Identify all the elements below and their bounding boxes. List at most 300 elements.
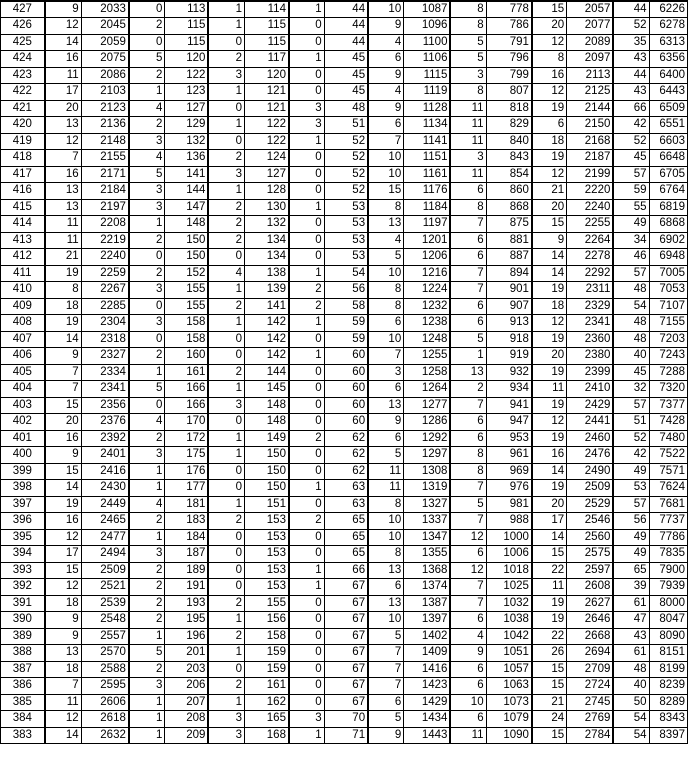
table-cell: 15 [532,1,567,18]
table-cell: 20 [45,414,82,431]
table-cell: 21 [532,694,567,711]
table-cell: 45 [324,67,368,84]
table-cell: 1 [208,381,244,398]
table-cell: 1134 [404,117,451,134]
table-row [1,711,688,728]
table-cell: 8 [450,1,486,18]
table-cell: 4 [450,628,486,645]
table-row [1,84,688,101]
table-row [1,348,688,365]
table-cell: 191 [165,579,209,596]
table-cell: 2285 [81,298,129,315]
table-cell: 2546 [567,513,614,530]
table-cell: 10 [368,150,404,167]
table-row [1,562,688,579]
table-cell: 11 [450,133,486,150]
table-cell: 117 [245,51,289,68]
table-cell: 4 [368,232,404,249]
table-cell: 6313 [649,34,688,51]
table-cell: 54 [613,711,649,728]
table-cell: 161 [245,678,289,695]
table-cell: 2597 [567,562,614,579]
table-cell: 168 [245,727,289,744]
table-cell: 0 [289,546,324,563]
table-row [1,678,688,695]
table-cell: 2077 [567,18,614,35]
table-cell: 6 [450,661,486,678]
table-cell: 19 [532,331,567,348]
table-cell: 10 [368,529,404,546]
table-cell: 32 [613,381,649,398]
table-cell: 18 [532,298,567,315]
table-cell: 22 [532,628,567,645]
table-cell: 12 [450,562,486,579]
table-cell: 62 [324,447,368,464]
table-cell: 12 [45,579,82,596]
table-cell: 0 [289,678,324,695]
table-cell: 155 [165,298,209,315]
table-cell: 1 [208,84,244,101]
table-cell: 52 [324,183,368,200]
table-cell: 2709 [567,661,614,678]
table-cell: 5 [129,51,165,68]
row-id-cell: 392 [1,579,45,596]
table-cell: 6509 [649,100,688,117]
table-cell: 0 [289,249,324,266]
table-cell: 127 [245,166,289,183]
table-cell: 7 [368,133,404,150]
table-cell: 1 [208,645,244,662]
table-cell: 153 [245,579,289,596]
table-row [1,133,688,150]
table-cell: 2 [129,595,165,612]
row-id-cell: 411 [1,265,45,282]
table-cell: 65 [324,546,368,563]
row-id-cell: 426 [1,18,45,35]
table-cell: 0 [289,447,324,464]
table-cell: 7 [450,216,486,233]
table-cell: 4 [368,34,404,51]
table-cell: 2 [208,150,244,167]
table-cell: 175 [165,447,209,464]
table-cell: 1286 [404,414,451,431]
table-cell: 7480 [649,430,688,447]
table-cell: 42 [613,117,649,134]
table-cell: 60 [324,364,368,381]
table-cell: 6 [450,546,486,563]
table-cell: 6 [450,430,486,447]
table-cell: 19 [45,315,82,332]
table-cell: 43 [613,51,649,68]
table-cell: 22 [532,562,567,579]
table-cell: 6 [450,232,486,249]
table-cell: 14 [45,727,82,744]
table-cell: 1 [289,133,324,150]
table-cell: 203 [165,661,209,678]
table-cell: 976 [486,480,532,497]
table-cell: 7377 [649,397,688,414]
table-cell: 158 [165,315,209,332]
table-cell: 4 [129,150,165,167]
table-cell: 141 [245,298,289,315]
table-cell: 5 [129,166,165,183]
table-cell: 1402 [404,628,451,645]
table-cell: 2334 [81,364,129,381]
table-cell: 0 [129,331,165,348]
table-cell: 1297 [404,447,451,464]
table-cell: 2416 [81,463,129,480]
table-row [1,628,688,645]
table-cell: 20 [532,199,567,216]
table-cell: 1106 [404,51,451,68]
table-cell: 129 [165,117,209,134]
table-cell: 7 [450,480,486,497]
table-cell: 2 [208,513,244,530]
table-cell: 3 [208,711,244,728]
table-cell: 2570 [81,645,129,662]
table-cell: 947 [486,414,532,431]
table-cell: 48 [613,331,649,348]
table-cell: 57 [613,496,649,513]
table-cell: 145 [245,381,289,398]
table-cell: 6648 [649,150,688,167]
table-cell: 0 [289,529,324,546]
row-id-cell: 410 [1,282,45,299]
table-cell: 2 [208,364,244,381]
table-cell: 65 [613,562,649,579]
table-cell: 62 [324,463,368,480]
table-cell: 152 [165,265,209,282]
table-row [1,595,688,612]
table-cell: 45 [613,364,649,381]
table-cell: 128 [245,183,289,200]
table-cell: 14 [532,529,567,546]
table-cell: 2155 [81,150,129,167]
table-cell: 115 [245,34,289,51]
table-cell: 0 [208,414,244,431]
table-cell: 2278 [567,249,614,266]
table-cell: 2 [129,513,165,530]
table-cell: 2184 [81,183,129,200]
table-cell: 14 [532,265,567,282]
table-row [1,513,688,530]
row-id-cell: 425 [1,34,45,51]
table-cell: 2588 [81,661,129,678]
table-cell: 44 [324,1,368,18]
table-row [1,727,688,744]
table-cell: 2 [289,298,324,315]
table-cell: 6 [368,117,404,134]
table-cell: 20 [45,100,82,117]
table-cell: 2199 [567,166,614,183]
table-cell: 2240 [81,249,129,266]
table-cell: 6 [532,117,567,134]
table-cell: 2429 [567,397,614,414]
table-cell: 7 [45,381,82,398]
table-cell: 1 [289,199,324,216]
table-cell: 5 [450,331,486,348]
table-cell: 1337 [404,513,451,530]
table-cell: 8 [368,546,404,563]
table-cell: 6 [450,678,486,695]
table-cell: 2606 [81,694,129,711]
table-cell: 45 [613,150,649,167]
table-cell: 166 [165,381,209,398]
table-cell: 50 [613,694,649,711]
table-cell: 57 [613,166,649,183]
table-cell: 142 [245,331,289,348]
table-cell: 2 [208,51,244,68]
table-row [1,100,688,117]
table-cell: 42 [613,447,649,464]
table-row [1,612,688,629]
table-cell: 8090 [649,628,688,645]
table-cell: 8000 [649,595,688,612]
table-cell: 2 [208,595,244,612]
table-cell: 6226 [649,1,688,18]
table-cell: 1100 [404,34,451,51]
table-cell: 0 [289,628,324,645]
table-cell: 10 [450,694,486,711]
table-cell: 56 [613,513,649,530]
table-cell: 8 [368,282,404,299]
table-cell: 1255 [404,348,451,365]
row-id-cell: 408 [1,315,45,332]
table-cell: 1 [208,1,244,18]
table-cell: 5 [368,249,404,266]
table-cell: 158 [245,628,289,645]
table-cell: 148 [245,397,289,414]
table-cell: 0 [289,661,324,678]
table-cell: 981 [486,496,532,513]
table-cell: 2086 [81,67,129,84]
table-cell: 1416 [404,661,451,678]
table-cell: 60 [324,414,368,431]
table-cell: 15 [45,397,82,414]
table-cell: 0 [289,381,324,398]
row-id-cell: 383 [1,727,45,744]
table-cell: 9 [450,645,486,662]
table-cell: 66 [613,100,649,117]
table-cell: 12 [532,166,567,183]
table-cell: 24 [532,711,567,728]
table-cell: 1206 [404,249,451,266]
table-row [1,546,688,563]
table-cell: 16 [532,447,567,464]
table-cell: 2449 [81,496,129,513]
table-cell: 0 [208,249,244,266]
table-cell: 2187 [567,150,614,167]
table-cell: 2197 [81,199,129,216]
row-id-cell: 399 [1,463,45,480]
table-cell: 6278 [649,18,688,35]
table-cell: 3 [129,199,165,216]
table-cell: 44 [613,1,649,18]
table-cell: 2 [129,117,165,134]
table-cell: 8343 [649,711,688,728]
table-cell: 11 [450,166,486,183]
table-cell: 9 [532,232,567,249]
table-cell: 67 [324,612,368,629]
table-cell: 7522 [649,447,688,464]
table-cell: 19 [532,612,567,629]
table-cell: 8 [368,199,404,216]
table-cell: 1434 [404,711,451,728]
table-cell: 2103 [81,84,129,101]
table-cell: 67 [324,678,368,695]
table-cell: 159 [245,645,289,662]
table-cell: 3 [208,166,244,183]
table-cell: 1090 [486,727,532,744]
table-cell: 35 [613,34,649,51]
table-cell: 1258 [404,364,451,381]
table-cell: 15 [532,661,567,678]
table-cell: 127 [165,100,209,117]
table-cell: 1 [208,612,244,629]
table-cell: 6 [450,298,486,315]
table-cell: 2 [208,199,244,216]
table-cell: 2341 [81,381,129,398]
table-cell: 13 [368,595,404,612]
table-cell: 63 [324,480,368,497]
table-cell: 0 [129,34,165,51]
table-cell: 7155 [649,315,688,332]
table-cell: 1051 [486,645,532,662]
table-cell: 2 [129,348,165,365]
table-cell: 121 [245,84,289,101]
table-cell: 113 [165,1,209,18]
table-cell: 969 [486,463,532,480]
table-cell: 8239 [649,678,688,695]
table-cell: 1184 [404,199,451,216]
table-cell: 52 [613,18,649,35]
table-cell: 8 [450,463,486,480]
table-cell: 2 [208,216,244,233]
row-id-cell: 396 [1,513,45,530]
row-id-cell: 427 [1,1,45,18]
table-cell: 2240 [567,199,614,216]
table-cell: 9 [368,18,404,35]
table-row [1,381,688,398]
table-cell: 59 [324,331,368,348]
row-id-cell: 421 [1,100,45,117]
table-cell: 2329 [567,298,614,315]
table-cell: 2627 [567,595,614,612]
table-cell: 65 [324,529,368,546]
table-cell: 9 [45,1,82,18]
table-cell: 52 [613,430,649,447]
table-cell: 71 [324,727,368,744]
table-cell: 868 [486,199,532,216]
table-cell: 134 [245,249,289,266]
table-cell: 3 [208,727,244,744]
table-cell: 829 [486,117,532,134]
table-cell: 6551 [649,117,688,134]
table-cell: 1 [289,562,324,579]
table-cell: 2 [129,232,165,249]
row-id-cell: 403 [1,397,45,414]
table-cell: 139 [245,282,289,299]
table-cell: 19 [532,282,567,299]
table-cell: 0 [289,67,324,84]
table-cell: 6705 [649,166,688,183]
table-row [1,661,688,678]
table-cell: 14 [532,463,567,480]
table-cell: 961 [486,447,532,464]
table-cell: 122 [245,117,289,134]
table-cell: 11 [450,117,486,134]
table-cell: 2 [129,18,165,35]
row-id-cell: 404 [1,381,45,398]
table-cell: 67 [324,595,368,612]
table-cell: 147 [165,199,209,216]
table-cell: 1397 [404,612,451,629]
table-cell: 11 [450,727,486,744]
table-row [1,216,688,233]
table-cell: 807 [486,84,532,101]
table-cell: 1073 [486,694,532,711]
table-cell: 0 [129,298,165,315]
table-cell: 875 [486,216,532,233]
table-cell: 13 [368,397,404,414]
table-cell: 21 [45,249,82,266]
table-cell: 60 [324,381,368,398]
table-cell: 10 [368,166,404,183]
table-cell: 17 [45,84,82,101]
row-id-cell: 391 [1,595,45,612]
table-cell: 2521 [81,579,129,596]
table-cell: 1 [208,117,244,134]
table-cell: 2255 [567,216,614,233]
table-cell: 953 [486,430,532,447]
table-cell: 1 [129,216,165,233]
table-cell: 0 [208,661,244,678]
table-cell: 8289 [649,694,688,711]
table-cell: 132 [245,216,289,233]
table-cell: 52 [324,166,368,183]
table-cell: 791 [486,34,532,51]
table-cell: 66 [324,562,368,579]
row-id-cell: 409 [1,298,45,315]
table-cell: 6443 [649,84,688,101]
table-cell: 5 [368,628,404,645]
table-cell: 17 [45,546,82,563]
table-cell: 786 [486,18,532,35]
table-cell: 138 [245,265,289,282]
table-cell: 0 [208,480,244,497]
table-cell: 0 [208,529,244,546]
table-cell: 2 [129,612,165,629]
table-cell: 120 [165,51,209,68]
table-cell: 3 [289,117,324,134]
table-cell: 8 [45,282,82,299]
table-cell: 160 [165,348,209,365]
table-cell: 15 [532,678,567,695]
table-cell: 12 [532,34,567,51]
table-cell: 2089 [567,34,614,51]
table-cell: 1115 [404,67,451,84]
table-cell: 15 [368,183,404,200]
table-cell: 2 [208,628,244,645]
row-id-cell: 423 [1,67,45,84]
table-cell: 1 [129,694,165,711]
table-cell: 818 [486,100,532,117]
table-cell: 2 [129,265,165,282]
table-cell: 1264 [404,381,451,398]
table-cell: 7 [450,397,486,414]
table-cell: 2171 [81,166,129,183]
table-cell: 61 [613,645,649,662]
